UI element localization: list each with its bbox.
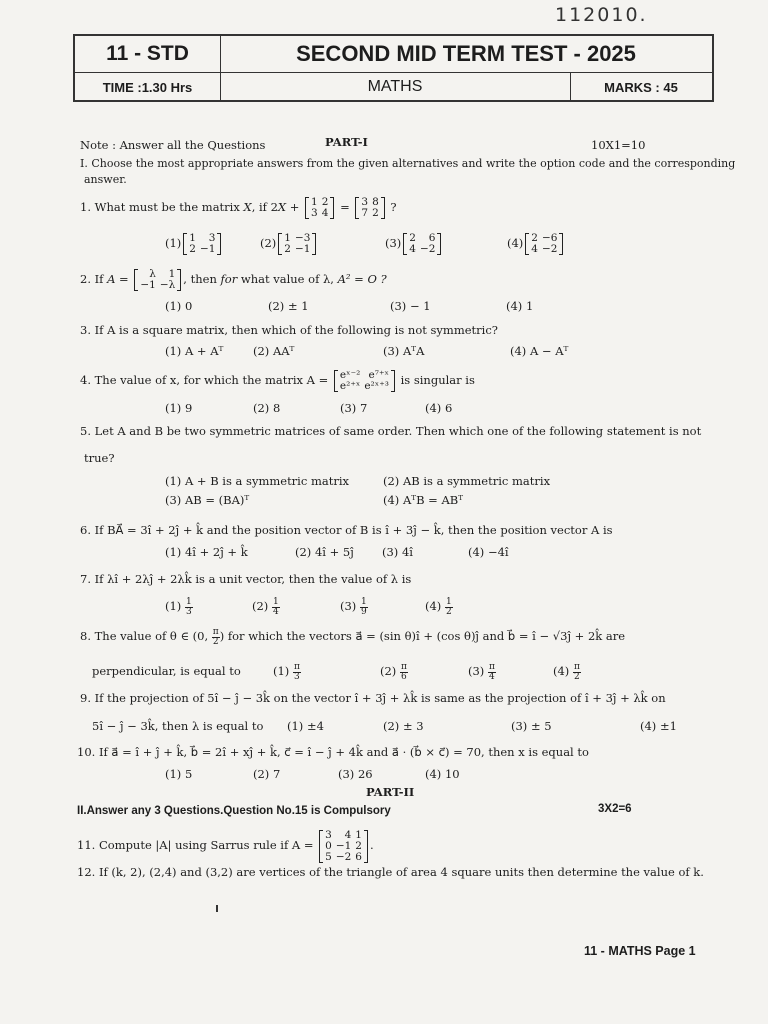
matrix: 2 6 4 −2 [403,233,441,255]
matrix: λ 1 −1 −λ [134,269,181,291]
q7-option-4: (4) $\frac{1}{2}$ [425,596,452,617]
q1-option-4: (4) 2 −6 4 −2 [507,230,565,256]
q6-option-1: (1) 4î + 2ĵ + k̂ [165,545,248,559]
fraction: $\frac{\pi}{2}$ [573,661,580,682]
question-10: 10. If a⃗ = î + ĵ + k̂, b⃗ = 2î + xĵ + k̂, c⃗ = î − ĵ + 4k̂ and a⃗ · (b⃗ × c⃗) = 70, then x is equal to [77,745,589,759]
q4-option-1: (1) 9 [165,401,193,415]
question-9-line-1: 9. If the projection of 5î − ĵ − 3k̂ on the vector î + 3ĵ + λk̂ is same as the projection of î + 3ĵ + λk̂ on [80,691,666,705]
q2-option-3: (3) − 1 [390,299,431,313]
time-cell: TIME :1.30 Hrs [75,72,221,102]
q4-option-3: (3) 7 [340,401,368,415]
q5-option-4: (4) AᵀB = ABᵀ [383,493,464,507]
fraction: $\frac{1}{2}$ [445,596,452,617]
exam-title: SECOND MID TERM TEST - 2025 [296,41,636,66]
matrix: 1 −3 2 −1 [278,233,316,255]
fraction: $\frac{1}{9}$ [360,596,367,617]
question-5-line-1: 5. Let A and B be two symmetric matrices of same order. Then which one of the following statement is not [80,424,702,438]
q8-option-3: (3) $\frac{\pi}{4}$ [468,661,495,682]
q1-option-1: (1) 1 3 2 −1 [165,230,223,256]
question-2: 2. If A = λ 1 −1 −λ , then for what value of λ, A² = O ? [80,268,387,291]
std-cell: 11 - STD [75,36,221,72]
fraction: $\frac{1}{4}$ [272,596,279,617]
fraction: $\frac{1}{3}$ [185,596,192,617]
question-9-line-2: 5î − ĵ − 3k̂, then λ is equal to [92,719,264,733]
question-5-line-2: true? [84,451,115,465]
q7-option-3: (3) $\frac{1}{9}$ [340,596,367,617]
q10-option-1: (1) 5 [165,767,193,781]
part2-instruction: II.Answer any 3 Questions.Question No.15 is Compulsory [77,805,391,817]
part2-heading: PART-II [366,785,415,799]
q6-option-3: (3) 4î [382,545,413,559]
instruction-line-2: answer. [84,173,127,186]
q8-option-2: (2) $\frac{\pi}{6}$ [380,661,407,682]
q9-option-3: (3) ± 5 [511,719,552,733]
matrix: 1 3 2 −1 [183,233,221,255]
fraction: $\frac{\pi}{6}$ [400,661,407,682]
q3-option-2: (2) AAᵀ [253,344,295,358]
fraction: $\frac{\pi}{2}$ [212,626,219,647]
handwritten-code: 112010. [555,4,648,26]
q6-option-2: (2) 4î + 5ĵ [295,545,354,559]
instruction-line-1: I. Choose the most appropriate answers from the given alternatives and write the option code and the corresponding [80,157,736,170]
q4-option-2: (2) 8 [253,401,281,415]
q5-option-2: (2) AB is a symmetric matrix [383,474,551,488]
q5-option-1: (1) A + B is a symmetric matrix [165,474,349,488]
matrix: 3 8 7 2 [355,197,384,219]
page-footer: 11 - MATHS Page 1 [584,944,696,958]
question-7: 7. If λî + 2λĵ + 2λk̂ is a unit vector, then the value of λ is [80,572,412,586]
q10-option-4: (4) 10 [425,767,460,781]
fraction: $\frac{\pi}{3}$ [293,661,300,682]
q1-option-2: (2) 1 −3 2 −1 [260,230,318,256]
q8-option-4: (4) $\frac{\pi}{2}$ [553,661,580,682]
q3-option-4: (4) A − Aᵀ [510,344,569,358]
matrix: eˣ⁻² e⁷⁺ˣ e²⁺ˣ e²ˣ⁺³ [334,370,395,392]
pen-mark [216,905,218,912]
marks-cell: MARKS : 45 [604,79,678,95]
subject-cell: MATHS [220,72,571,102]
question-11: 11. Compute |A| using Sarrus rule if A = 3 4 1 0 −1 2 5 −2 6 . [77,828,374,863]
q10-option-2: (2) 7 [253,767,281,781]
question-6: 6. If BA⃗ = 3î + 2ĵ + k̂ and the position vector of B is î + 3ĵ − k̂, then the position vector A is [80,523,613,537]
matrix: 2 −6 4 −2 [525,233,563,255]
header-row-1 [75,36,712,73]
q9-option-1: (1) ±4 [287,719,324,733]
q10-option-3: (3) 26 [338,767,373,781]
q7-option-2: (2) $\frac{1}{4}$ [252,596,279,617]
question-1: 1. What must be the matrix X, if 2X + 1 2 3 4 = 3 8 7 2 ? [80,196,397,219]
question-4: 4. The value of x, for which the matrix A = eˣ⁻² e⁷⁺ˣ e²⁺ˣ e²ˣ⁺³ is singular is [80,369,475,392]
part1-heading: PART-I [325,135,368,149]
question-8: 8. The value of θ ∈ (0, $\frac{\pi}{2}$ ) for which the vectors a⃗ = (sin θ)î + (cos θ)ĵ and b⃗ = î − √3ĵ + 2k̂ are [80,626,626,647]
q3-option-3: (3) AᵀA [383,344,425,358]
header-row-2 [75,72,712,102]
part2-marks: 3X2=6 [598,803,632,815]
q4-option-4: (4) 6 [425,401,453,415]
part1-marks: 10X1=10 [591,138,646,152]
question-8-line-2: perpendicular, is equal to [92,664,241,678]
q1-option-3: (3) 2 6 4 −2 [385,230,443,256]
exam-header-table [73,34,714,102]
matrix: 3 4 1 0 −1 2 5 −2 6 [319,830,368,863]
fraction: $\frac{\pi}{4}$ [488,661,495,682]
q9-option-4: (4) ±1 [640,719,677,733]
q2-option-4: (4) 1 [506,299,534,313]
q3-option-1: (1) A + Aᵀ [165,344,224,358]
q6-option-4: (4) −4î [468,545,509,559]
matrix: 1 2 3 4 [305,197,334,219]
question-12: 12. If (k, 2), (2,4) and (3,2) are vertices of the triangle of area 4 square units then determine the value of k. [77,865,704,879]
question-3: 3. If A is a square matrix, then which of the following is not symmetric? [80,323,498,337]
q5-option-3: (3) AB = (BA)ᵀ [165,493,250,507]
q9-option-2: (2) ± 3 [383,719,424,733]
q7-option-1: (1) $\frac{1}{3}$ [165,596,192,617]
q2-option-2: (2) ± 1 [268,299,309,313]
q2-option-1: (1) 0 [165,299,193,313]
q8-option-1: (1) $\frac{\pi}{3}$ [273,661,300,682]
note: Note : Answer all the Questions [80,138,266,152]
